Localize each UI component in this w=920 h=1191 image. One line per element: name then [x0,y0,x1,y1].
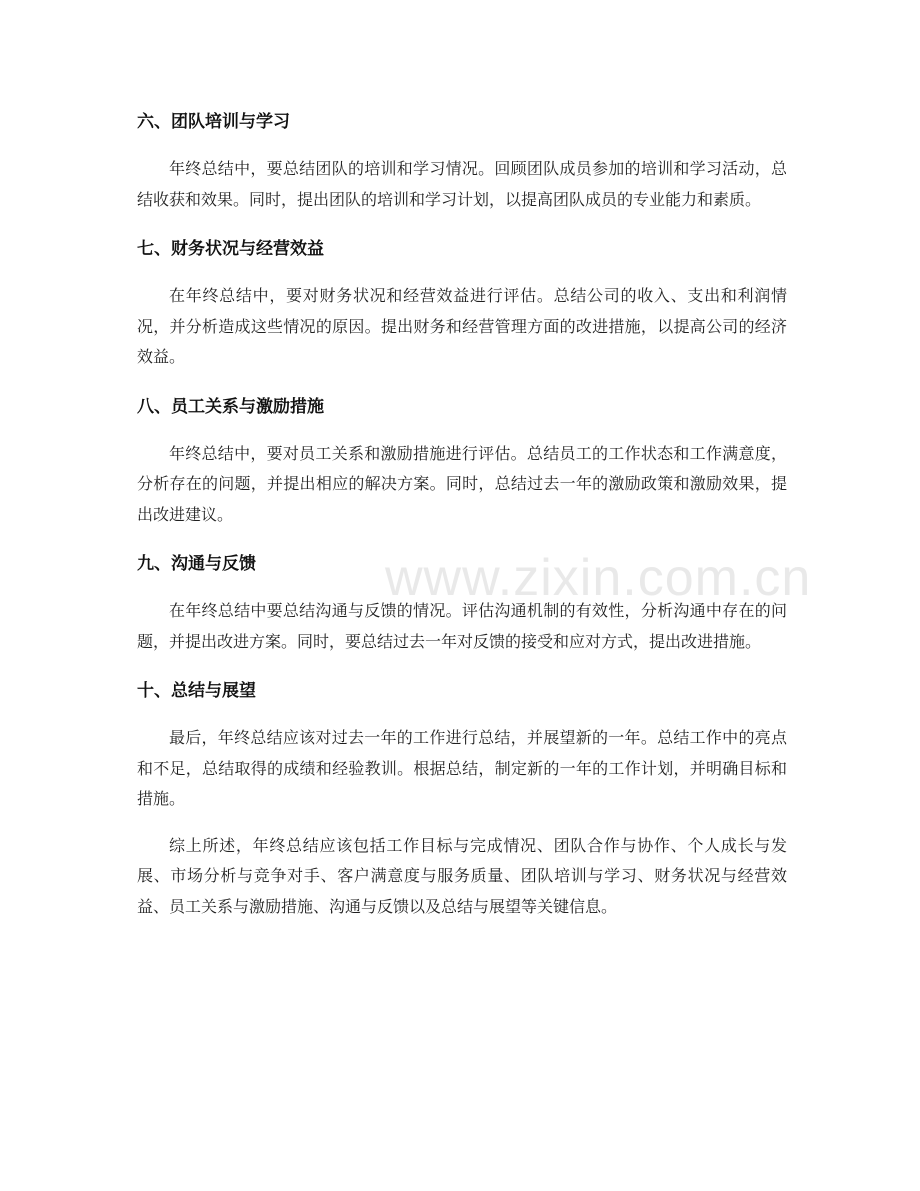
section-heading: 六、团队培训与学习 [137,112,290,132]
section-paragraph: 年终总结中，要总结团队的培训和学习情况。回顾团队成员参加的培训和学习活动，总结收获和效果。同时，提出团队的培训和学习计划，以提高团队成员的专业能力和素质。 [137,159,787,209]
section-paragraph: 年终总结中，要对员工关系和激励措施进行评估。总结员工的工作状态和工作满意度，分析存在的问题，并提出相应的解决方案。同时，总结过去一年的激励政策和激励效果，提出改进建议。 [137,443,787,524]
section-heading: 七、财务状况与经营效益 [137,239,324,259]
section-finance [137,231,787,373]
section-team-training [137,104,787,215]
section-communication [137,546,787,657]
section-heading: 九、沟通与反馈 [137,554,256,574]
section-summary-outlook [137,673,787,815]
section-employee-relations [137,389,787,531]
section-heading: 十、总结与展望 [137,681,256,701]
conclusion-paragraph: 综上所述，年终总结应该包括工作目标与完成情况、团队合作与协作、个人成长与发展、市场分析与竞争对手、客户满意度与服务质量、团队培训与学习、财务状况与经营效益、员工关系与激励措施、沟通与反馈以及总结与展望等关键信息。 [137,835,787,916]
watermark: www.zixin.com.cn [385,549,812,607]
section-paragraph: 最后，年终总结应该对过去一年的工作进行总结，并展望新的一年。总结工作中的亮点和不足，总结取得的成绩和经验教训。根据总结，制定新的一年的工作计划，并明确目标和措施。 [137,728,787,808]
section-heading: 八、员工关系与激励措施 [137,396,324,417]
document-content [137,104,787,938]
section-paragraph: 在年终总结中要总结沟通与反馈的情况。评估沟通机制的有效性，分析沟通中存在的问题，并提出改进方案。同时，要总结过去一年对反馈的接受和应对方式，提出改进措施。 [137,601,787,651]
section-paragraph: 在年终总结中，要对财务状况和经营效益进行评估。总结公司的收入、支出和利润情况，并分析造成这些情况的原因。提出财务和经营管理方面的改进措施，以提高公司的经济效益。 [137,286,787,366]
